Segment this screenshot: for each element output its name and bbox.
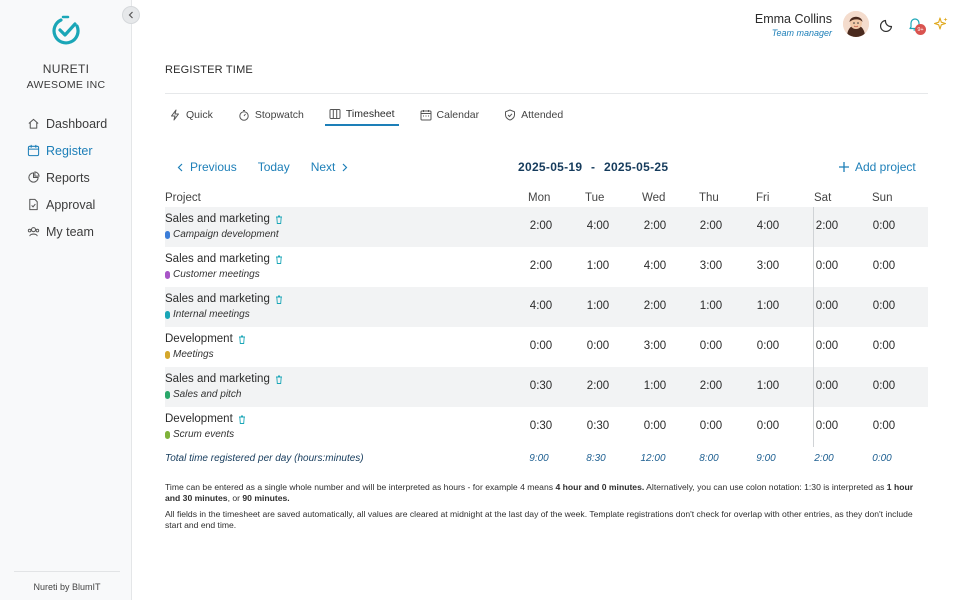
shield-check-icon <box>504 109 516 121</box>
project-label: Development <box>165 333 233 345</box>
time-cell[interactable]: 0:00 <box>756 340 780 352</box>
total-cell: 2:00 <box>814 453 834 464</box>
time-cell[interactable]: 2:00 <box>699 220 723 232</box>
tab-quick[interactable] <box>165 104 217 126</box>
project-name <box>165 413 246 425</box>
time-cell[interactable]: 0:00 <box>815 420 839 432</box>
note-text: Time can be entered as a single whole number and will be interpreted as hours - for example 4 means <box>165 482 556 492</box>
tab-label: Attended <box>521 109 564 121</box>
time-cell[interactable]: 0:00 <box>586 340 610 352</box>
sidebar-item-register[interactable] <box>27 137 107 164</box>
day-header-sat: Sat <box>814 192 832 204</box>
task-name <box>165 229 279 240</box>
day-header-thu: Thu <box>699 192 719 204</box>
chevron-right-icon <box>340 163 349 172</box>
project-label: Sales and marketing <box>165 213 270 225</box>
sidebar-item-approval[interactable] <box>27 191 107 218</box>
day-header-mon: Mon <box>528 192 551 204</box>
notification-badge: 9+ <box>915 24 926 35</box>
time-cell[interactable]: 0:00 <box>872 420 896 432</box>
task-color-dot <box>165 431 170 439</box>
stopwatch-icon <box>238 109 250 121</box>
organization-name <box>0 62 132 91</box>
day-header-wed: Wed <box>642 192 666 204</box>
task-name <box>165 349 214 360</box>
task-label: Customer meetings <box>173 269 260 280</box>
register-tabs <box>165 104 584 126</box>
org-name-line2: AWESOME INC <box>26 79 106 91</box>
day-header-sun: Sun <box>872 192 893 204</box>
time-cell[interactable]: 4:00 <box>756 220 780 232</box>
time-cell[interactable]: 1:00 <box>699 300 723 312</box>
time-cell[interactable]: 0:00 <box>529 340 553 352</box>
sidebar-item-label: My team <box>46 224 94 239</box>
trash-icon[interactable] <box>238 415 246 424</box>
task-color-dot <box>165 311 170 319</box>
time-cell[interactable]: 2:00 <box>643 300 667 312</box>
time-cell[interactable]: 0:00 <box>815 260 839 272</box>
totals-label: Total time registered per day (hours:minutes) <box>165 453 364 464</box>
sidebar-nav <box>27 110 107 245</box>
time-cell[interactable]: 4:00 <box>643 260 667 272</box>
total-cell: 0:00 <box>872 453 892 464</box>
add-project-button[interactable] <box>838 160 916 174</box>
collapse-sidebar-button[interactable] <box>122 6 140 24</box>
next-label: Next <box>310 160 336 174</box>
tab-label: Stopwatch <box>254 109 304 121</box>
week-navigation <box>176 160 370 174</box>
note-text: Alternatively, you can use colon notation: 1:30 is interpreted as <box>644 482 887 492</box>
time-cell[interactable]: 0:00 <box>872 300 896 312</box>
project-name <box>165 293 283 305</box>
pie-chart-icon <box>27 171 40 184</box>
time-cell[interactable]: 4:00 <box>586 220 610 232</box>
time-cell[interactable]: 0:00 <box>872 220 896 232</box>
chevron-left-icon <box>176 163 185 172</box>
project-name <box>165 333 246 345</box>
project-label: Sales and marketing <box>165 253 270 265</box>
total-cell: 8:00 <box>699 453 719 464</box>
trash-icon[interactable] <box>238 335 246 344</box>
sidebar-footer: Nureti by BlumIT <box>14 571 120 600</box>
project-name <box>165 213 283 225</box>
home-icon <box>27 117 40 130</box>
task-label: Campaign development <box>173 229 279 240</box>
add-project-label: Add project <box>855 160 916 174</box>
time-cell[interactable]: 3:00 <box>756 260 780 272</box>
task-name <box>165 309 250 320</box>
day-header-fri: Fri <box>756 192 770 204</box>
tab-calendar[interactable] <box>416 104 484 126</box>
calendar-icon <box>27 144 40 157</box>
sidebar-item-label: Reports <box>46 170 90 185</box>
task-color-dot <box>165 391 170 399</box>
sidebar <box>0 0 132 600</box>
tab-label: Quick <box>186 109 213 121</box>
task-label: Sales and pitch <box>173 389 242 400</box>
user-info[interactable] <box>755 12 832 38</box>
time-cell[interactable]: 0:00 <box>872 260 896 272</box>
week-date-range <box>518 160 668 174</box>
time-cell[interactable]: 0:00 <box>815 300 839 312</box>
project-label: Sales and marketing <box>165 293 270 305</box>
time-cell[interactable]: 0:00 <box>643 420 667 432</box>
time-cell[interactable]: 0:00 <box>815 340 839 352</box>
note-bold: 90 minutes. <box>242 493 290 503</box>
timesheet-header <box>165 192 928 206</box>
project-column-header: Project <box>165 192 201 204</box>
sidebar-item-my-team[interactable] <box>27 218 107 245</box>
tab-timesheet[interactable] <box>325 104 399 126</box>
time-cell[interactable]: 0:00 <box>699 420 723 432</box>
today-label: Today <box>257 160 290 174</box>
project-label: Development <box>165 413 233 425</box>
note-text: , or <box>227 493 243 503</box>
sidebar-item-reports[interactable] <box>27 164 107 191</box>
project-label: Sales and marketing <box>165 373 270 385</box>
avatar[interactable] <box>843 11 869 37</box>
moon-icon[interactable] <box>880 16 896 32</box>
table-columns-icon <box>329 108 341 120</box>
task-label: Scrum events <box>173 429 235 440</box>
week-end-date: 2025-05-25 <box>603 160 669 174</box>
previous-label: Previous <box>190 160 237 174</box>
note-bold: 1 hour and 30 minutes <box>165 482 914 503</box>
time-cell[interactable]: 1:00 <box>586 260 610 272</box>
time-cell[interactable]: 3:00 <box>643 340 667 352</box>
org-name-line1: NURETI <box>42 62 90 76</box>
tab-label: Timesheet <box>345 108 395 120</box>
total-cell: 9:00 <box>529 453 549 464</box>
sidebar-item-dashboard[interactable] <box>27 110 107 137</box>
project-name <box>165 253 283 265</box>
today-button[interactable] <box>258 160 290 174</box>
task-color-dot <box>165 351 170 359</box>
user-name: Emma Collins <box>754 12 832 26</box>
trash-icon[interactable] <box>275 375 283 384</box>
time-cell[interactable]: 3:00 <box>699 260 723 272</box>
tab-attended[interactable] <box>500 104 567 126</box>
time-cell[interactable]: 0:30 <box>586 420 610 432</box>
next-week-button[interactable] <box>311 160 350 174</box>
note-paragraph-2: All fields in the timesheet are saved automatically, all values are cleared at midnight at the last day of the week. Template registrations don't check for overlap with other entries, as they don't include start and end time. <box>165 509 913 530</box>
time-cell[interactable]: 0:00 <box>872 380 896 392</box>
totals-row <box>165 453 928 467</box>
time-cell[interactable]: 2:00 <box>529 260 553 272</box>
time-cell[interactable]: 2:00 <box>529 220 553 232</box>
help-notes <box>165 482 928 536</box>
tab-label: Calendar <box>436 109 480 121</box>
time-cell[interactable]: 2:00 <box>815 220 839 232</box>
total-cell: 12:00 <box>640 453 666 464</box>
time-cell[interactable]: 0:30 <box>529 380 553 392</box>
time-cell[interactable]: 0:00 <box>699 340 723 352</box>
task-color-dot <box>165 231 170 239</box>
note-paragraph-1 <box>165 482 928 504</box>
user-role: Team manager <box>771 28 832 38</box>
time-cell[interactable]: 4:00 <box>529 300 553 312</box>
day-header-tue: Tue <box>585 192 605 204</box>
total-cell: 8:30 <box>586 453 606 464</box>
avatar-image-icon <box>843 11 869 37</box>
time-cell[interactable]: 2:00 <box>643 220 667 232</box>
chevron-left-icon <box>127 11 135 19</box>
total-cell: 9:00 <box>756 453 776 464</box>
page-title: REGISTER TIME <box>165 64 253 76</box>
trash-icon[interactable] <box>275 255 283 264</box>
nureti-logo <box>51 15 81 45</box>
title-divider <box>165 93 928 94</box>
task-color-dot <box>165 271 170 279</box>
sparkle-icon[interactable] <box>933 16 949 32</box>
weekend-divider <box>813 207 814 447</box>
time-cell[interactable]: 0:00 <box>872 340 896 352</box>
time-cell[interactable]: 1:00 <box>756 300 780 312</box>
note-bold: 4 hour and 0 minutes. <box>555 482 645 492</box>
task-name <box>165 389 241 400</box>
task-name <box>165 269 260 280</box>
sidebar-item-label: Approval <box>46 197 96 212</box>
project-name <box>165 373 283 385</box>
calendar-icon <box>420 109 432 121</box>
time-cell[interactable]: 2:00 <box>699 380 723 392</box>
team-icon <box>27 225 40 238</box>
trash-icon[interactable] <box>275 295 283 304</box>
week-start-date: 2025-05-19 <box>518 160 583 174</box>
time-cell[interactable]: 1:00 <box>586 300 610 312</box>
lightning-icon <box>169 109 181 121</box>
date-range-separator: - <box>591 160 596 174</box>
time-cell[interactable]: 1:00 <box>756 380 780 392</box>
time-cell[interactable]: 0:30 <box>529 420 553 432</box>
trash-icon[interactable] <box>275 215 283 224</box>
task-name <box>165 429 234 440</box>
sidebar-item-label: Register <box>46 143 93 158</box>
task-label: Internal meetings <box>173 309 250 320</box>
time-cell[interactable]: 2:00 <box>586 380 610 392</box>
time-cell[interactable]: 0:00 <box>815 380 839 392</box>
previous-week-button[interactable] <box>176 160 237 174</box>
plus-icon <box>838 161 850 173</box>
tab-stopwatch[interactable] <box>234 104 308 126</box>
task-label: Meetings <box>173 349 214 360</box>
time-cell[interactable]: 1:00 <box>643 380 667 392</box>
time-cell[interactable]: 0:00 <box>756 420 780 432</box>
sidebar-item-label: Dashboard <box>46 116 108 131</box>
document-check-icon <box>27 198 40 211</box>
